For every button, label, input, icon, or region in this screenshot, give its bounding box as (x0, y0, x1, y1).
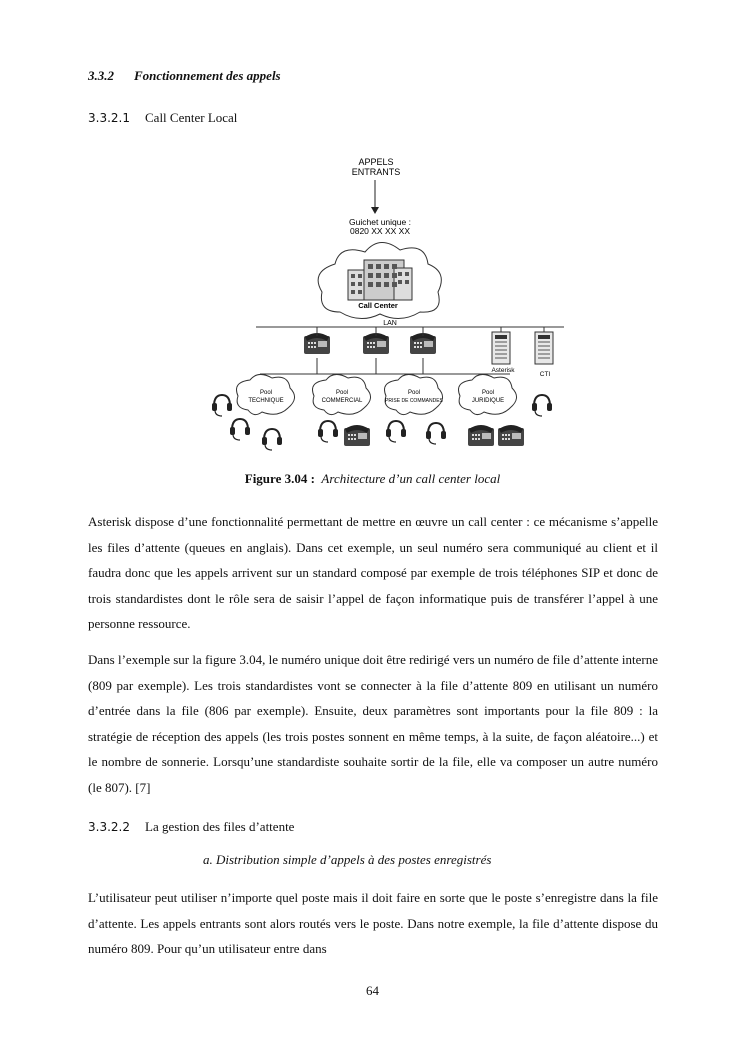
figure-caption-text: Architecture d’un call center local (321, 471, 501, 486)
incoming-label-line1: APPELS (358, 157, 394, 167)
architecture-figure (200, 152, 580, 452)
paragraph-2: Dans l’exemple sur la figure 3.04, le numéro unique doit être redirigé vers un numéro de file d’attente interne (809 par exemple). Les trois standardistes vont se connecter à la file d’attente 809 en utilisant un numéro d’entrée dans la file (806 par exemple). Ensuite, deux paramètres sont importants pour la file 809 : la stratégie de réception des appels (les trois postes sonnent en même temps, à la suite, de façon aléatoire...) et le nombre de sonnerie. Lorsqu’une standardiste souhaite sortir de la file, elle va composer un autre numéro (le 807). [7] (88, 652, 658, 795)
figure-caption-label: Figure 3.04 : (244, 471, 315, 486)
headset-icon (386, 421, 406, 442)
pool-juridique (459, 374, 517, 414)
pool-technique-name: TECHNIQUE (248, 398, 284, 404)
section-title: Fonctionnement des appels (134, 68, 281, 83)
cti-server-icon (535, 332, 553, 364)
asterisk-label: Asterisk (491, 367, 515, 374)
section-number: 3.3.2 (88, 68, 114, 83)
pool-commercial (313, 374, 371, 414)
pool-commercial-name: COMMERCIAL (321, 398, 363, 404)
subsection-title-2: La gestion des files d’attente (145, 819, 295, 834)
desk-phone-icon (304, 333, 330, 354)
subsection-heading-2 (88, 819, 294, 835)
page-number: 64 (366, 983, 379, 998)
pool-juridique-name: JURIDIQUE (471, 398, 505, 404)
guichet-label-line2: 0820 XX XX XX (349, 226, 411, 236)
desk-phone-icon (410, 333, 436, 354)
subsection-number-2: 3.3.2.2 (88, 820, 130, 834)
guichet-label-line1: Guichet unique : (349, 217, 411, 227)
pool-prise-de-commandes (385, 374, 444, 414)
headset-icon (230, 419, 250, 440)
arrow-head-icon (371, 207, 379, 214)
headset-icon (262, 429, 282, 450)
cti-label: CTI (539, 371, 551, 378)
call-center-label: Call Center (358, 301, 398, 310)
desk-phone-icon (363, 333, 389, 354)
asterisk-server-icon (492, 332, 510, 364)
sub-heading-a: a. Distribution simple d’appels à des postes enregistrés (203, 852, 492, 867)
subsection-heading-1 (88, 110, 237, 126)
pool-commandes-label: Pool (407, 390, 421, 396)
headset-icon (426, 423, 446, 444)
pool-technique (237, 374, 295, 414)
pool-technique-label: Pool (259, 390, 273, 396)
subsection-title-1: Call Center Local (145, 110, 238, 125)
desk-phone-icon (498, 425, 524, 446)
desk-phone-icon (344, 425, 370, 446)
figure-caption (0, 471, 745, 487)
paragraph-3: L’utilisateur peut utiliser n’importe quel poste mais il doit faire en sorte que le poste s’enregistre dans la file d’attente. Les appels entrants sont alors routés vers le poste. Dans notre exemple, la file d’attente dispose du numéro 809. Pour qu’un utilisateur entre dans (88, 890, 658, 956)
incoming-label-line2: ENTRANTS (351, 167, 401, 177)
pool-commandes-name: PRISE DE COMMANDES (385, 398, 443, 404)
pool-commercial-label: Pool (335, 390, 349, 396)
paragraph-1: Asterisk dispose d’une fonctionnalité permettant de mettre en œuvre un call center : ce mécanisme s’appelle les files d’attente (queues en anglais). Dans cet exemple, un seul numéro sera communiqué au client et il faudra donc que les appels arrivent sur un standard composé par exemple de trois téléphones SIP et donc de trois standardistes dont le rôle sera de saisir l’appel de façon informatique puis de transférer l’appel à une personne ressource. (88, 514, 658, 631)
architecture-diagram (200, 152, 580, 452)
headset-icon (532, 395, 552, 416)
lan-label: LAN (383, 320, 397, 327)
section-heading (88, 68, 281, 84)
headset-icon (318, 421, 338, 442)
subsection-number-1: 3.3.2.1 (88, 111, 130, 125)
pool-juridique-label: Pool (481, 390, 495, 396)
headset-icon (212, 395, 232, 416)
desk-phone-icon (468, 425, 494, 446)
